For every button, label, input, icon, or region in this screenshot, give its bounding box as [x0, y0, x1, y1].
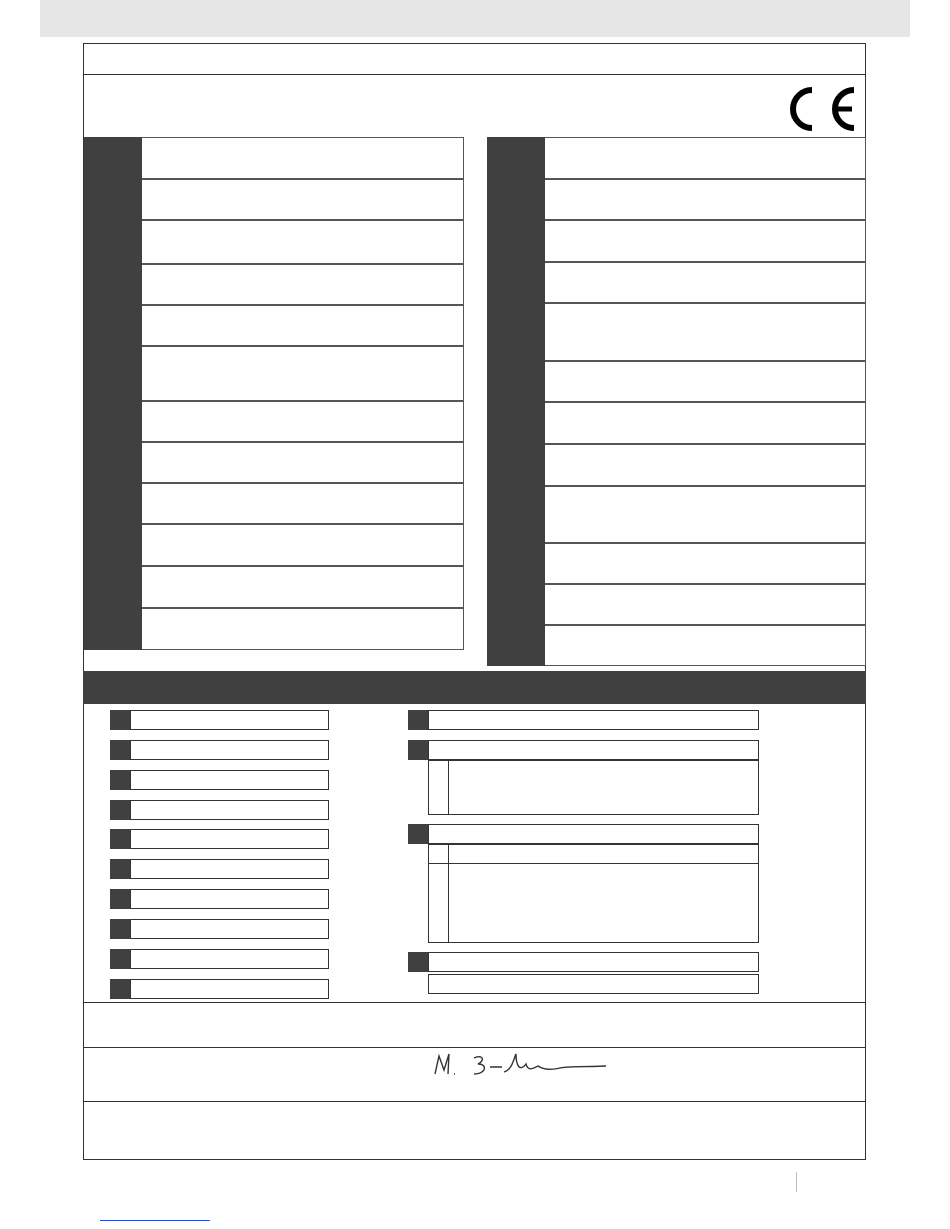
- row-number-block: [84, 179, 142, 220]
- page-footer-tick: [796, 1172, 797, 1192]
- left-row: [84, 566, 464, 608]
- left-row: [84, 346, 464, 401]
- section-divider-1: [83, 1002, 866, 1003]
- field-marker: [110, 919, 130, 939]
- field-marker: [110, 740, 130, 760]
- row-number-block: [84, 401, 142, 442]
- small-field: [428, 710, 759, 730]
- left-row: [84, 401, 464, 442]
- small-field: [428, 824, 759, 844]
- field-marker: [408, 824, 428, 844]
- left-row: [84, 179, 464, 220]
- row-number-block: [84, 346, 142, 401]
- row-number-block: [487, 543, 545, 584]
- small-field: [130, 919, 329, 939]
- row-number-block: [487, 137, 545, 179]
- section-divider-2: [83, 1047, 866, 1048]
- left-row: [84, 483, 464, 524]
- right-row: [487, 137, 866, 179]
- left-row: [84, 137, 464, 179]
- right-row: [487, 179, 866, 220]
- top-bar: [40, 0, 910, 37]
- field-marker: [110, 800, 130, 820]
- row-number-block: [487, 361, 545, 402]
- right-row: [487, 543, 866, 584]
- sub-field-box: [428, 844, 759, 864]
- header-divider: [83, 74, 866, 75]
- right-row: [487, 444, 866, 486]
- field-marker: [408, 952, 428, 972]
- row-number-block: [487, 625, 545, 666]
- row-number-block: [487, 584, 545, 625]
- sub-field-index: [429, 845, 449, 863]
- small-field: [130, 770, 329, 790]
- field-marker: [110, 710, 130, 730]
- sub-field-index: [429, 864, 449, 942]
- row-number-block: [84, 566, 142, 608]
- row-number-block: [84, 483, 142, 524]
- row-number-block: [84, 220, 142, 264]
- field-marker: [110, 889, 130, 909]
- row-number-block: [487, 402, 545, 444]
- right-row: [487, 361, 866, 402]
- left-row: [84, 524, 464, 566]
- right-row: [487, 402, 866, 444]
- small-field: [130, 800, 329, 820]
- row-number-block: [487, 486, 545, 543]
- small-field: [428, 952, 759, 972]
- row-number-block: [487, 179, 545, 220]
- section-header-band: [83, 671, 866, 704]
- small-field: [130, 740, 329, 760]
- field-marker: [110, 829, 130, 849]
- footer-link-underline: [100, 1220, 210, 1221]
- field-marker: [110, 770, 130, 790]
- sub-field-box: [428, 863, 759, 943]
- small-field: [130, 979, 329, 999]
- right-row: [487, 625, 866, 666]
- row-number-block: [84, 264, 142, 305]
- signature-image: [430, 1050, 610, 1080]
- left-row: [84, 220, 464, 264]
- field-marker: [110, 859, 130, 879]
- small-field: [428, 974, 759, 994]
- sub-field-index: [429, 761, 449, 814]
- right-row: [487, 262, 866, 303]
- row-number-block: [84, 442, 142, 483]
- small-field: [130, 949, 329, 969]
- left-row: [84, 305, 464, 346]
- right-row: [487, 584, 866, 625]
- small-field: [130, 829, 329, 849]
- field-marker: [110, 979, 130, 999]
- row-number-block: [487, 262, 545, 303]
- row-number-block: [487, 444, 545, 486]
- small-field: [130, 859, 329, 879]
- field-marker: [110, 949, 130, 969]
- row-number-block: [84, 137, 142, 179]
- left-row: [84, 442, 464, 483]
- small-field: [428, 740, 759, 760]
- small-field: [130, 710, 329, 730]
- ce-mark-icon: [782, 84, 858, 134]
- left-row: [84, 608, 464, 650]
- field-marker: [408, 710, 428, 730]
- sub-field-box: [428, 760, 759, 815]
- small-field: [130, 889, 329, 909]
- row-number-block: [487, 303, 545, 361]
- row-number-block: [84, 305, 142, 346]
- field-marker: [408, 740, 428, 760]
- right-row: [487, 486, 866, 543]
- left-row: [84, 264, 464, 305]
- right-row: [487, 220, 866, 262]
- right-row: [487, 303, 866, 361]
- row-number-block: [487, 220, 545, 262]
- row-number-block: [84, 524, 142, 566]
- row-number-block: [84, 608, 142, 650]
- section-divider-3: [83, 1101, 866, 1102]
